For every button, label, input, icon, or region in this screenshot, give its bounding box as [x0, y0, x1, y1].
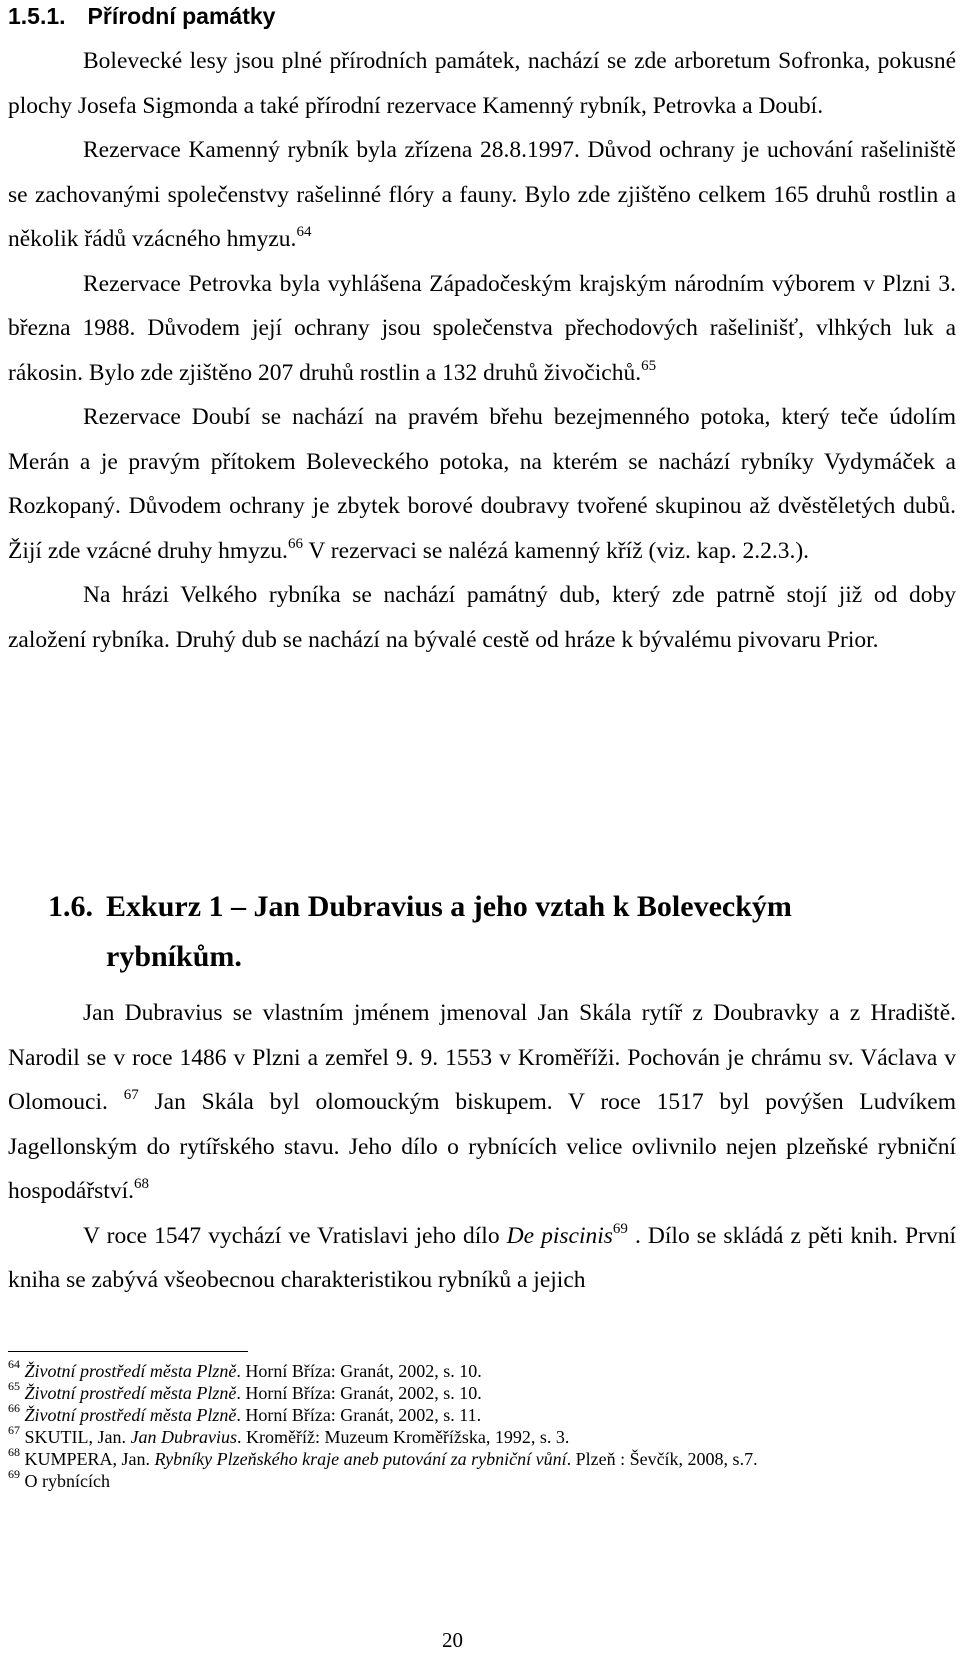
text-run: V roce 1547 vychází ve Vratislavi jeho dílo	[83, 1222, 507, 1249]
paragraph-p7	[8, 1214, 956, 1303]
footnote-67	[8, 1423, 948, 1448]
footnote-separator	[8, 1351, 248, 1352]
italic-text: Životní prostředí města Plzně	[24, 1405, 237, 1425]
footnote-number: 65	[8, 1379, 20, 1393]
footnote-66	[8, 1401, 948, 1426]
italic-text: Životní prostředí města Plzně	[24, 1383, 237, 1403]
footnote-number: 67	[8, 1423, 20, 1437]
paragraph-p1	[8, 39, 956, 128]
text-run: Bolevecké lesy jsou plné přírodních památek, nachází se zde arboretum Sofronka, pokusné plochy Josefa Sigmonda a také přírodní rezervace Kamenný rybník, Petrovka a Doubí.	[8, 48, 956, 119]
italic-text: Jan Dubravius	[130, 1427, 237, 1447]
footnote-number: 66	[8, 1401, 20, 1415]
text-run: Rezervace Doubí se nachází na pravém břehu bezejmenného potoka, který teče údolím Merán a je pravým přítokem Boleveckého potoka, na kterém se nachází rybníky Vydymáček a Rozkopaný. Důvodem ochrany je zbytek borové doubravy tvořené skupinou až dvěstěletých dubů. Žijí zde vzácné druhy hmyzu.	[8, 404, 956, 564]
paragraph-p2	[8, 128, 956, 262]
text-run: O rybnících	[24, 1471, 110, 1491]
footnote-ref: 65	[641, 357, 657, 374]
text-run: KUMPERA, Jan.	[24, 1449, 155, 1469]
text-run: . Horní Bříza: Granát, 2002, s. 10.	[236, 1383, 482, 1403]
text-run: SKUTIL, Jan.	[24, 1427, 131, 1447]
chapter-number: 1.6.	[48, 890, 93, 923]
section-title: Přírodní památky	[87, 3, 276, 29]
page-number: 20	[442, 1628, 463, 1652]
footnote-number: 64	[8, 1357, 20, 1371]
paragraph-p3	[8, 262, 956, 396]
footnote-64	[8, 1357, 948, 1382]
section-heading	[8, 0, 275, 32]
text-run: . Plzeň : Ševčík, 2008, s.7.	[566, 1449, 758, 1469]
footnote-69	[8, 1467, 948, 1492]
footnote-ref: 69	[612, 1220, 628, 1237]
text-run: Na hrázi Velkého rybníka se nachází památný dub, který zde patrně stojí již od doby založení rybníka. Druhý dub se nachází na bývalé cestě od hráze k bývalému pivovaru Prior.	[8, 582, 956, 653]
footnotes	[8, 1357, 948, 1492]
footnote-number: 69	[8, 1467, 20, 1481]
text-run: . Dílo se skládá z pěti knih. První kniha se zabývá všeobecnou charakteristikou rybníků a jejich	[8, 1222, 956, 1293]
text-run: Jan Dubravius se vlastním jménem jmenoval Jan Skála rytíř z Doubravky a z Hradiště. Narodil se v roce 1486 v Plzni a zemřel 9. 9. 1553 v Kroměříži. Pochován je chrámu sv. Václava v Olomouci.	[8, 1000, 956, 1115]
footnote-ref: 66	[287, 535, 303, 552]
footnote-number: 68	[8, 1445, 20, 1459]
paragraph-p6	[8, 991, 956, 1214]
chapter-heading	[48, 882, 928, 982]
text-run: . Horní Bříza: Granát, 2002, s. 11.	[236, 1405, 482, 1425]
section-number: 1.5.1.	[8, 3, 66, 29]
text-run: Rezervace Petrovka byla vyhlášena Západočeským krajským národním výborem v Plzni 3. března 1988. Důvodem její ochrany jsou společenstva přechodových rašelinišť, vlhkých luk a rákosin. Bylo zde zjištěno 207 druhů rostlin a 132 druhů živočichů.	[8, 270, 956, 386]
footnote-ref: 64	[296, 224, 312, 241]
text-block-natural-monuments	[8, 39, 956, 662]
footnote-ref: 68	[133, 1176, 149, 1193]
italic-text: De piscinis	[506, 1222, 613, 1249]
chapter-title-line1: Exkurz 1 – Jan Dubravius a jeho vztah k Boleveckým	[106, 890, 792, 923]
text-run: . Kroměříž: Muzeum Kroměřížska, 1992, s. 3.	[237, 1427, 570, 1447]
footnote-65	[8, 1379, 948, 1404]
footnote-ref: 67	[123, 1087, 139, 1104]
italic-text: Rybníky Plzeňského kraje aneb putování za rybniční vůní	[154, 1449, 567, 1469]
italic-text: Životní prostředí města Plzně	[24, 1361, 237, 1381]
chapter-title-line2: rybníkům.	[106, 940, 242, 973]
footnote-68	[8, 1445, 948, 1470]
text-run: Rezervace Kamenný rybník byla zřízena 28.8.1997. Důvod ochrany je uchování rašeliniště se zachovanými společenstvy rašelinné flóry a fauny. Bylo zde zjištěno celkem 165 druhů rostlin a několik řádů vzácného hmyzu.	[8, 137, 956, 252]
text-block-dubravius	[8, 991, 956, 1303]
paragraph-p4	[8, 395, 956, 573]
text-run: . Horní Bříza: Granát, 2002, s. 10.	[236, 1361, 482, 1381]
text-run: Jan Skála byl olomouckým biskupem. V roce 1517 byl povýšen Ludvíkem Jagellonským do rytířského stavu. Jeho dílo o rybnících velice ovlivnilo nejen plzeňské rybniční hospodářství.	[8, 1089, 956, 1204]
paragraph-p5	[8, 573, 956, 662]
text-run: V rezervaci se nalézá kamenný kříž (viz. kap. 2.2.3.).	[302, 537, 810, 564]
